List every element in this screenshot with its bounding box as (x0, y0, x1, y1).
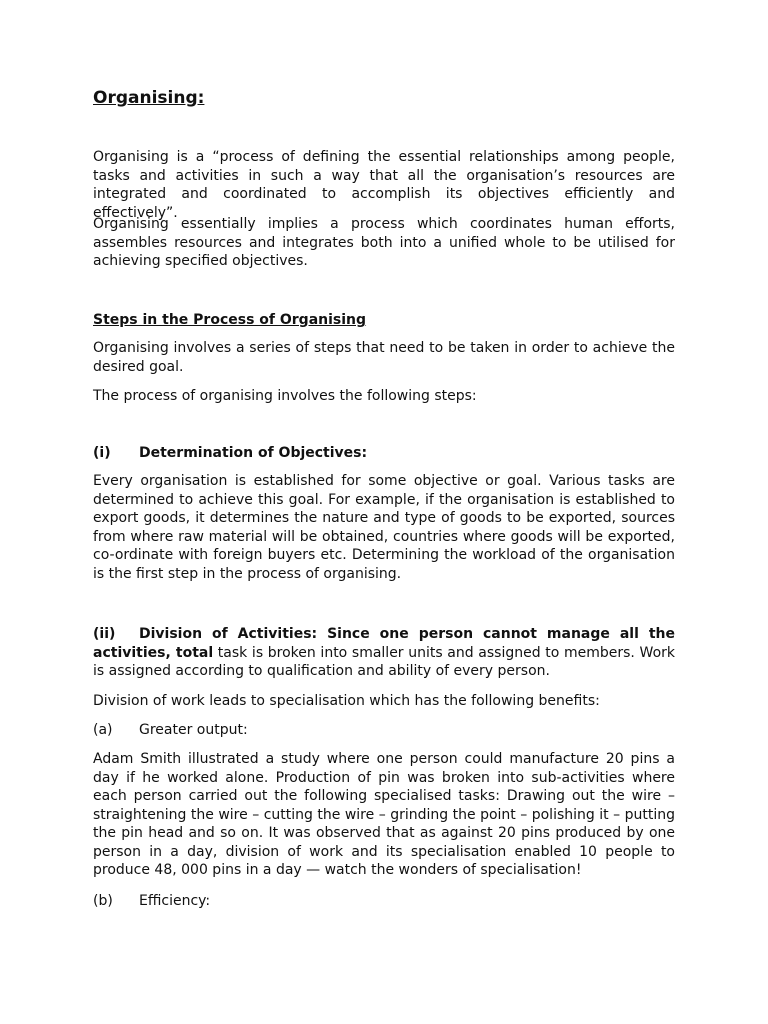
step-2-paragraph (93, 625, 675, 681)
page-title: Organising: (93, 88, 205, 108)
step-2-body: task is broken into smaller units and assigned to members. Work is assigned according to qualification and ability of every person. (93, 644, 675, 679)
step-1-title: Determination of Objectives: (139, 445, 368, 461)
benefit-a-item (93, 721, 675, 740)
intro-paragraph-2: Organising essentially implies a process which coordinates human efforts, assembles resources and integrates both into a unified whole to be utilised for achieving specified objectives. (93, 216, 675, 269)
step-1-heading (93, 444, 675, 463)
steps-paragraph-2: The process of organising involves the following steps: (93, 388, 477, 404)
benefit-b-item (93, 892, 675, 911)
benefit-a-title: Greater output: (139, 722, 248, 738)
steps-paragraph-1: Organising involves a series of steps that need to be taken in order to achieve the desired goal. (93, 340, 675, 375)
steps-heading: Steps in the Process of Organising (93, 312, 367, 328)
specialisation-intro: Division of work leads to specialisation which has the following benefits: (93, 693, 600, 709)
step-2-label: (ii) (93, 626, 116, 642)
step-1-label: (i) (93, 445, 111, 461)
step-2-title: Division of Activities: Since one person cannot manage all the activities, total (93, 626, 675, 661)
benefit-b-label: (b) (93, 893, 113, 909)
benefit-a-body: Adam Smith illustrated a study where one person could manufacture 20 pins a day if he worked alone. Production of pin was broken into sub-activities where each person carried out the following specialised tasks: Drawing out the wire – straightening the wire – cutting the wire – grinding the point – polishing it – putting the pin head and so on. It was observed that as against 20 pins produced by one person in a day, division of work and its specialisation enabled 10 people to produce 48, 000 pins in a day — watch the wonders of specialisation! (93, 751, 675, 878)
step-1-body: Every organisation is established for some objective or goal. Various tasks are determined to achieve this goal. For example, if the organisation is established to export goods, it determines the nature and type of goods to be exported, sources from where raw material will be obtained, countries where goods will be exported, co-ordinate with foreign buyers etc. Determining the workload of the organisation is the first step in the process of organising. (93, 473, 675, 582)
benefit-a-label: (a) (93, 722, 113, 738)
intro-paragraph-1: Organising is a “process of defining the essential relationships among people, tasks and activities in such a way that all the organisation’s resources are integrated and coordinated to accomplish its objectives efficiently and effectively”. (93, 149, 675, 221)
benefit-b-title: Efficiency: (139, 893, 211, 909)
